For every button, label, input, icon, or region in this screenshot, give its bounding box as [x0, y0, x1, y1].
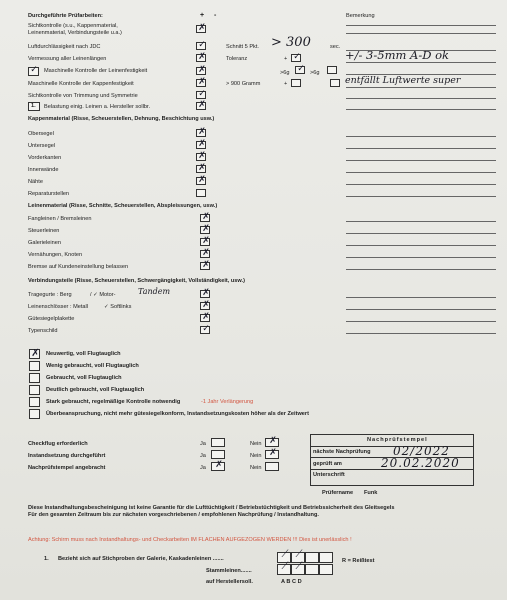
condition-checkbox[interactable]	[29, 373, 40, 383]
row-checkbox[interactable]	[196, 129, 206, 137]
mark: ✗	[198, 139, 206, 149]
row-checkbox[interactable]	[196, 153, 206, 161]
check-sichtkontrolle[interactable]	[196, 25, 206, 33]
stamp-unterschrift-label: Unterschrift	[313, 472, 345, 478]
row-label: Steuerleinen	[28, 228, 60, 234]
condition-label: Neuwertig, voll Flugtauglich	[46, 351, 121, 357]
mark: ✗	[198, 175, 206, 185]
check-luftdurchlaessigkeit[interactable]	[196, 42, 206, 50]
mark: ✗	[202, 312, 210, 322]
row-label: Reparaturstellen	[28, 191, 70, 197]
remark-line	[346, 196, 496, 197]
plus-header: +	[200, 12, 205, 19]
condition-extra: -1 Jahr Verlängerung	[201, 399, 254, 405]
footer-box-1[interactable]: ⟋	[277, 552, 291, 563]
row-label: Vorderkanten	[28, 155, 62, 161]
footer-line1: Bezieht sich auf Stichproben der Galerie, Kaskadenleinen .......	[58, 556, 224, 562]
sec-label: sec.	[330, 44, 341, 50]
toleranz-label: Toleranz	[226, 56, 248, 62]
stamp-next-label: nächste Nachprüfung	[313, 449, 371, 455]
row-leinenschloesser: Leinenschlösser : Metall	[28, 304, 89, 310]
remark-line	[346, 269, 496, 270]
row-kappenfestigkeit: Maschinelle Kontrolle der Kappenfestigkeit	[28, 81, 134, 87]
mark: ✗	[198, 23, 206, 33]
gt-label: >6g	[280, 70, 290, 76]
mark: ✓	[198, 40, 206, 50]
row-label: Obersegel	[28, 131, 54, 137]
footer-reisstest: R = Reißtest	[342, 558, 375, 564]
num: 1.	[31, 103, 36, 109]
plus-sign: +	[284, 56, 288, 62]
row-checkbox[interactable]	[200, 238, 210, 246]
row-sichtkontrolle-1: Sichtkontrolle (s.u., Kappenmaterial,	[28, 23, 118, 29]
nein-label: Nein	[250, 441, 262, 447]
tragegurte-handwritten: Tandem	[138, 287, 171, 296]
condition-label: Überbeanspruchung, nicht mehr gütesiegelkonform, Instandsetzungskosten höher als der Zeitwert	[46, 411, 309, 417]
row-checkbox[interactable]	[200, 226, 210, 234]
mark: ✗	[202, 288, 210, 298]
mark: ✓	[198, 89, 206, 99]
belastung-num-box	[28, 102, 40, 111]
mark: ✓	[202, 324, 210, 334]
mark: ✓	[30, 65, 38, 75]
remark-line	[346, 233, 496, 234]
row-belastung: Belastung einig. Leinen a. Hersteller sollbr.	[44, 104, 151, 110]
row-nachpruefstempel: Nachprüfstempel angebracht	[28, 465, 106, 471]
check-instandsetzung-nein[interactable]: ✗	[265, 450, 279, 459]
row-checkbox[interactable]	[200, 214, 210, 222]
row-label: Untersegel	[28, 143, 56, 149]
check-gt2[interactable]	[327, 66, 337, 74]
footer-box-3[interactable]	[305, 552, 319, 563]
ja-label: Ja	[200, 465, 206, 471]
mark: ✗	[198, 65, 206, 75]
condition-label: Stark gebraucht, regelmäßige Kontrolle notwendig	[46, 399, 181, 405]
check-instandsetzung-ja[interactable]	[211, 450, 225, 459]
ja-label: Ja	[200, 453, 206, 459]
tragegurte-extra: / ✓ Motor-	[90, 292, 116, 298]
footer-box-8[interactable]	[319, 564, 333, 575]
mark: ✗	[202, 260, 210, 270]
check-nachpruefstempel-nein[interactable]	[265, 462, 279, 471]
row-label: Galerieleinen	[28, 240, 61, 246]
remark-line	[346, 33, 496, 34]
form-title: Durchgeführte Prüfarbeiten:	[28, 13, 103, 19]
mark: ✗	[202, 248, 210, 258]
handwritten-toleranz: +/- 3-5mm A-D ok	[345, 48, 449, 62]
row-typenschild: Typenschild	[28, 328, 58, 334]
row-label: Fangleinen / Bremsleinen	[28, 216, 92, 222]
remark-line	[346, 309, 496, 310]
row-checkbox[interactable]	[196, 165, 206, 173]
condition-checkbox[interactable]	[29, 361, 40, 371]
footer-box-7[interactable]	[305, 564, 319, 575]
remark-line	[346, 136, 496, 137]
check-leinenschloesser[interactable]	[200, 302, 210, 310]
check-gt1[interactable]: ✓	[295, 66, 305, 74]
check-leinenfestigkeit-label[interactable]	[28, 67, 39, 76]
row-trimmung: Sichtkontrolle von Trimmung und Symmetrie	[28, 93, 138, 99]
mark: ✗	[198, 77, 206, 87]
remark-line	[346, 25, 496, 26]
condition-label: Gebraucht, voll Flugtauglich	[46, 375, 122, 381]
handwritten-kappen: entfällt Luftwerte super	[345, 75, 461, 86]
row-instandsetzung: Instandsetzung durchgeführt	[28, 453, 106, 459]
remark-line	[346, 172, 496, 173]
row-tragegurte: Tragegurte : Berg	[28, 292, 72, 298]
stamp-pruefername: Prüfername	[322, 490, 354, 496]
mark: ✗	[198, 163, 206, 173]
condition-label: Deutlich gebraucht, voll Flugtauglich	[46, 387, 145, 393]
remark-line	[346, 148, 496, 149]
check-guetesiegel[interactable]	[200, 314, 210, 322]
gt-label-2: >6g	[310, 70, 320, 76]
remark-line	[346, 321, 496, 322]
condition-checkbox[interactable]	[29, 385, 40, 395]
row-luftdurchlaessigkeit: Luftdurchlässigkeit nach JDC	[28, 44, 101, 50]
remark-line	[346, 257, 496, 258]
remark-line	[346, 98, 496, 99]
mark: ✗	[198, 151, 206, 161]
mark: ✗	[198, 100, 206, 110]
footer-box-6[interactable]: ⟋	[291, 564, 305, 575]
remark-line	[346, 297, 496, 298]
remark-line	[346, 184, 496, 185]
footer-line2: Stammleinen.......	[206, 568, 252, 574]
check-belastung[interactable]	[196, 102, 206, 110]
check-kappenfestigkeit-plus[interactable]	[291, 79, 301, 87]
gramm-label: > 900 Gramm	[226, 81, 261, 87]
stamp-title: Nachprüfstempel	[367, 437, 428, 443]
condition-checkbox[interactable]	[29, 349, 40, 359]
row-checkbox[interactable]	[200, 250, 210, 258]
condition-checkbox[interactable]	[29, 409, 40, 419]
schnitt-label: Schnitt 5 Pkt.	[226, 44, 259, 50]
check-vermessung[interactable]	[196, 54, 206, 62]
disclaimer-line1: Diese Instandhaltungsbescheinigung ist keine Garantie für die Lufttüchtigkeit / Betriebstüchtigkeit und Betriebssicherheit des Gleitsegels	[28, 505, 395, 511]
check-kappenfestigkeit[interactable]	[196, 79, 206, 87]
row-label: Innenwände	[28, 167, 59, 173]
stamp-next-value: 02/2022	[393, 444, 450, 458]
row-label: Nähte	[28, 179, 43, 185]
warning-text: Achtung: Schirm muss nach Instandhaltungs- und Checkarbeiten IM FLACHEN AUFGEZOGEN WERDEN !!! Dies ist unerlässlich !	[28, 537, 352, 543]
section-leinenmaterial-title: Leinenmaterial (Risse, Schnitte, Scheuerstellen, Abspleissungen, usw.)	[28, 203, 218, 209]
stamp-funk: Funk	[364, 490, 378, 496]
check-leinenfestigkeit[interactable]	[196, 67, 206, 75]
mark: ✗	[202, 212, 210, 222]
nein-label: Nein	[250, 453, 262, 459]
nein-label: Nein	[250, 465, 262, 471]
row-label: Vernähungen, Knoten	[28, 252, 83, 258]
check-tragegurte[interactable]	[200, 290, 210, 298]
footer-line3: auf Herstellersoll.	[206, 579, 253, 585]
mark: ✗	[198, 127, 206, 137]
row-checkbox[interactable]	[200, 262, 210, 270]
stamp-geprueft-value: 20.02.2020	[381, 456, 460, 470]
mark: ✗	[31, 348, 40, 359]
minus-header: -	[214, 12, 217, 19]
check-checkflug-nein[interactable]: ✗	[265, 438, 279, 447]
mark: ✗	[202, 236, 210, 246]
disclaimer-line2: Für den gesamten Zeitraum bis zur nächsten vorgeschriebenen / empfohlenen Nachprüfung / Instandhaltung.	[28, 512, 319, 518]
nachpruefstempel-box	[310, 434, 474, 486]
remark-line	[346, 109, 496, 110]
remark-line	[346, 160, 496, 161]
remark-line	[346, 221, 496, 222]
row-checkbox[interactable]	[196, 141, 206, 149]
row-sichtkontrolle-2: Leinenmaterial, Verbindungsteile u.a.)	[28, 30, 122, 36]
footer-letters: A B C D	[281, 579, 302, 585]
row-label: Bremse auf Kundeneinstellung belassen	[28, 264, 129, 270]
row-leinenfestigkeit: Maschinelle Kontrolle der Leinenfestigkeit	[44, 68, 148, 74]
remark-line	[346, 87, 496, 88]
plus-sign: +	[284, 81, 288, 87]
check-trimmung[interactable]	[196, 91, 206, 99]
remark-line	[346, 245, 496, 246]
row-vermessung: Vermessung aller Leinenlängen	[28, 56, 107, 62]
footer-num: 1.	[44, 556, 49, 562]
footer-box-2[interactable]: ⟋	[291, 552, 305, 563]
row-guetesiegel: Gütesiegelplakette	[28, 316, 75, 322]
leinenschloesser-extra: ✓ Softlinks	[104, 304, 132, 310]
check-kappenfestigkeit-minus[interactable]	[330, 79, 340, 87]
row-checkbox[interactable]	[196, 189, 206, 197]
check-toleranz[interactable]: ✓	[291, 54, 301, 62]
condition-checkbox[interactable]	[29, 397, 40, 407]
stamp-divider	[311, 469, 473, 470]
section-verbindungsteile-title: Verbindungsteile (Risse, Scheuerstellen, Schwergängigkeit, Vollständigkeit, usw.)	[28, 278, 245, 284]
remark-line	[346, 333, 496, 334]
remark-line	[346, 62, 496, 63]
footer-box-4[interactable]	[319, 552, 333, 563]
check-typenschild[interactable]	[200, 326, 210, 334]
footer-box-5[interactable]: ⟋	[277, 564, 291, 575]
section-kappenmaterial-title: Kappenmaterial (Risse, Scheuerstellen, Dehnung, Beschichtung usw.)	[28, 116, 215, 122]
mark: ✗	[202, 300, 210, 310]
ja-label: Ja	[200, 441, 206, 447]
check-nachpruefstempel-ja[interactable]: ✗	[211, 462, 225, 471]
stamp-geprueft-label: geprüft am	[313, 461, 342, 467]
mark: ✗	[198, 52, 206, 62]
condition-label: Wenig gebraucht, voll Flugtauglich	[46, 363, 139, 369]
bemerkung-header: Bemerkung	[346, 13, 375, 19]
row-checkbox[interactable]	[196, 177, 206, 185]
handwritten-value: > 300	[271, 35, 311, 50]
row-checkflug: Checkflug erforderlich	[28, 441, 88, 447]
mark: ✗	[202, 224, 210, 234]
check-checkflug-ja[interactable]	[211, 438, 225, 447]
